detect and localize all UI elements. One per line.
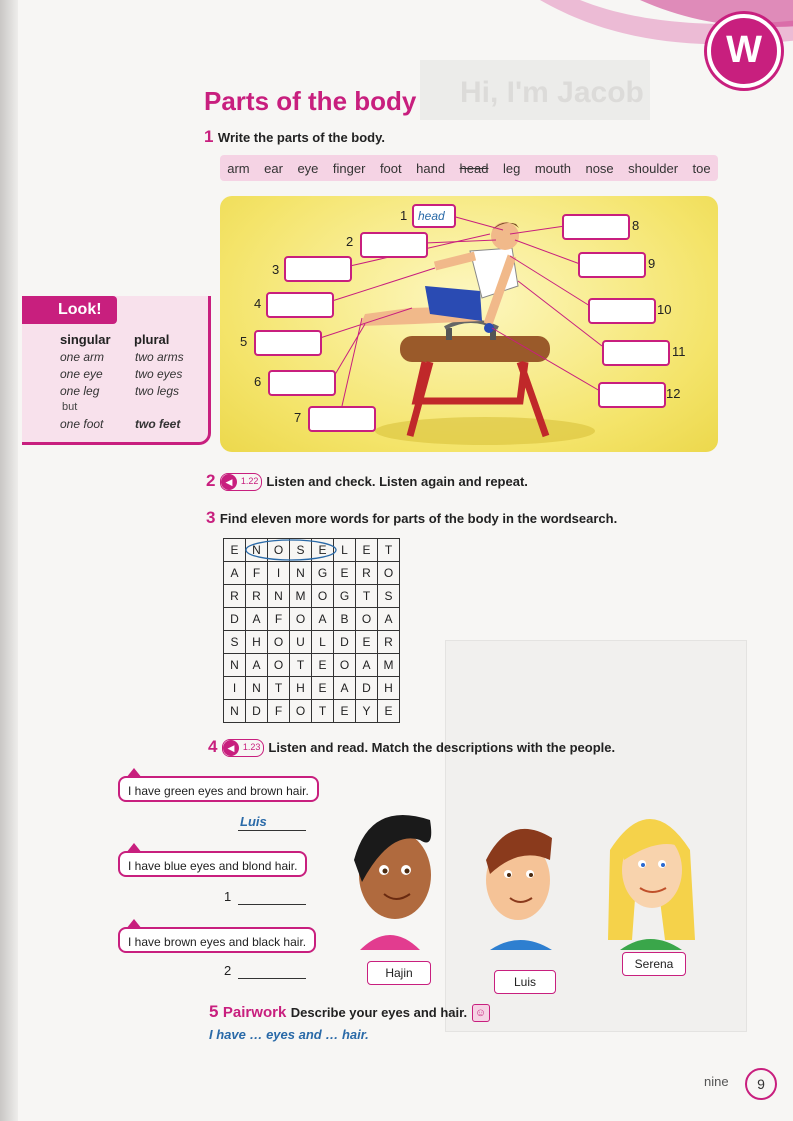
- wordsearch-cell[interactable]: R: [356, 562, 378, 585]
- look-plural-irregular: two feet: [135, 417, 181, 431]
- label-box-12[interactable]: [598, 382, 666, 408]
- wordsearch-cell[interactable]: T: [356, 585, 378, 608]
- ex5-model-sentence: I have … eyes and … hair.: [209, 1027, 369, 1042]
- speech-bubble-2: I have blue eyes and blond hair.: [118, 851, 307, 877]
- word-bank-item: shoulder: [628, 160, 679, 176]
- label-number-10: 10: [657, 302, 672, 317]
- word-bank-item: foot: [379, 160, 402, 176]
- wordsearch-cell[interactable]: L: [334, 539, 356, 562]
- wordsearch-row: [224, 608, 400, 631]
- bleed-through-title: Hi, I'm Jacob: [420, 60, 650, 120]
- wordsearch-cell[interactable]: F: [268, 608, 290, 631]
- ex2-instruction: Listen and check. Listen again and repeat.: [266, 474, 528, 489]
- wordsearch-cell[interactable]: O: [290, 608, 312, 631]
- label-box-8[interactable]: [562, 214, 630, 240]
- ex1-number: 1: [204, 127, 214, 146]
- name-tag-serena: Serena: [622, 952, 686, 976]
- speaker-icon: ◀: [223, 740, 239, 756]
- wordsearch-cell[interactable]: S: [224, 631, 246, 654]
- ex5-number: 5: [209, 1002, 219, 1021]
- label-number-4: 4: [254, 296, 262, 311]
- speech-bubble-1: I have green eyes and brown hair.: [118, 776, 319, 802]
- ex4-number: 4: [208, 737, 218, 756]
- label-number-9: 9: [648, 256, 656, 271]
- wordsearch-cell[interactable]: S: [378, 585, 400, 608]
- wordsearch-cell[interactable]: F: [268, 700, 290, 723]
- look-singular: one foot: [60, 417, 104, 431]
- ex5-pairwork-label: Pairwork: [222, 1004, 287, 1021]
- wordsearch-cell[interactable]: O: [334, 654, 356, 677]
- word-bank-item-used: head: [459, 160, 489, 176]
- wordsearch-cell[interactable]: O: [356, 608, 378, 631]
- wordsearch-cell[interactable]: I: [268, 562, 290, 585]
- wordsearch-cell[interactable]: E: [312, 654, 334, 677]
- label-box-1-answer: head: [418, 209, 445, 223]
- label-number-8: 8: [632, 218, 640, 233]
- wordsearch-cell[interactable]: T: [378, 539, 400, 562]
- page-number: 9: [745, 1068, 777, 1100]
- answer-line-example: [238, 816, 306, 831]
- wordsearch-cell[interactable]: A: [356, 654, 378, 677]
- label-number-6: 6: [254, 374, 262, 389]
- audio-track-code: 1.22: [240, 475, 259, 486]
- wordsearch-row: [224, 677, 400, 700]
- wordsearch-cell[interactable]: A: [246, 608, 268, 631]
- wordsearch-cell[interactable]: D: [224, 608, 246, 631]
- label-box-7[interactable]: [308, 406, 376, 432]
- look-singular-header: singular: [60, 332, 111, 347]
- ex5-instruction: Describe your eyes and hair.: [290, 1005, 468, 1020]
- label-number-11: 11: [672, 344, 686, 359]
- ex1-instruction: Write the parts of the body.: [217, 130, 386, 145]
- look-plural-header: plural: [134, 332, 170, 347]
- word-bank-item: leg: [502, 160, 521, 176]
- wordsearch-cell[interactable]: E: [356, 539, 378, 562]
- wordsearch-cell[interactable]: A: [334, 677, 356, 700]
- label-number-2: 2: [346, 234, 354, 249]
- label-box-5[interactable]: [254, 330, 322, 356]
- word-bank-item: mouth: [534, 160, 571, 176]
- wordsearch-cell[interactable]: N: [224, 654, 246, 677]
- word-bank-item: ear: [264, 160, 283, 176]
- wordsearch-cell[interactable]: E: [312, 677, 334, 700]
- word-bank-item: nose: [585, 160, 614, 176]
- wordsearch-cell[interactable]: O: [268, 539, 290, 562]
- wordsearch-cell[interactable]: O: [268, 631, 290, 654]
- audio-track-badge[interactable]: [220, 473, 262, 491]
- answer-example: Luis: [240, 814, 267, 829]
- name-tag-luis: Luis: [494, 970, 556, 994]
- wordsearch-cell[interactable]: H: [290, 677, 312, 700]
- ex3-instruction: Find eleven more words for parts of the body in the wordsearch.: [219, 511, 618, 526]
- look-but: but: [62, 401, 78, 413]
- wordsearch-cell[interactable]: L: [312, 631, 334, 654]
- wordsearch-cell[interactable]: N: [246, 677, 268, 700]
- ex4-instruction: Listen and read. Match the descriptions with the people.: [268, 740, 616, 755]
- wordsearch-cell[interactable]: B: [334, 608, 356, 631]
- wordsearch-cell[interactable]: E: [378, 700, 400, 723]
- wordsearch-cell[interactable]: T: [290, 654, 312, 677]
- wordsearch-row: [224, 700, 400, 723]
- look-singular: one leg: [60, 384, 100, 398]
- wordsearch-cell[interactable]: D: [246, 700, 268, 723]
- wordsearch-cell[interactable]: A: [312, 608, 334, 631]
- wordsearch-cell[interactable]: U: [290, 631, 312, 654]
- wordsearch-cell[interactable]: T: [268, 677, 290, 700]
- label-number-12: 12: [666, 386, 681, 401]
- speech-bubble-3: I have brown eyes and black hair.: [118, 927, 316, 953]
- wordsearch-cell[interactable]: A: [378, 608, 400, 631]
- ex2-heading: [206, 471, 528, 491]
- wordsearch-cell[interactable]: Y: [356, 700, 378, 723]
- look-plural: two legs: [135, 384, 180, 398]
- look-tag: Look!: [22, 296, 117, 324]
- wordsearch-cell[interactable]: R: [246, 585, 268, 608]
- ex3-number: 3: [206, 508, 216, 527]
- audio-track-code: 1.23: [242, 741, 261, 752]
- look-plural: two eyes: [135, 367, 183, 381]
- label-box-1[interactable]: [412, 204, 456, 228]
- wordsearch-cell[interactable]: H: [378, 677, 400, 700]
- label-number-5: 5: [240, 334, 248, 349]
- wordsearch-cell[interactable]: E: [224, 539, 246, 562]
- word-bank-item: finger: [332, 160, 366, 176]
- wordsearch-cell[interactable]: D: [334, 631, 356, 654]
- ex4-heading: [208, 737, 615, 757]
- wordsearch-cell[interactable]: G: [312, 562, 334, 585]
- look-plural: two arms: [135, 350, 184, 364]
- wordsearch-cell[interactable]: M: [378, 654, 400, 677]
- wordsearch-cell[interactable]: N: [290, 562, 312, 585]
- wordsearch-cell[interactable]: D: [356, 677, 378, 700]
- wordsearch-cell[interactable]: N: [268, 585, 290, 608]
- label-number-3: 3: [272, 262, 280, 277]
- wordsearch-cell[interactable]: N: [246, 539, 268, 562]
- answer-number-2: 2: [224, 963, 232, 978]
- look-singular: one eye: [60, 367, 103, 381]
- label-box-3[interactable]: [284, 256, 352, 282]
- label-box-11[interactable]: [602, 340, 670, 366]
- wordsearch-cell[interactable]: A: [224, 562, 246, 585]
- wordsearch-cell[interactable]: E: [334, 562, 356, 585]
- ex5-heading: [209, 1002, 490, 1022]
- wordsearch-cell[interactable]: R: [224, 585, 246, 608]
- wordsearch-cell[interactable]: N: [224, 700, 246, 723]
- wordsearch-cell[interactable]: F: [246, 562, 268, 585]
- wordsearch-cell[interactable]: E: [356, 631, 378, 654]
- gymnast-illustration: [220, 196, 718, 452]
- wordsearch-cell[interactable]: E: [312, 539, 334, 562]
- word-bank-item: hand: [416, 160, 446, 176]
- answer-line-1[interactable]: [238, 890, 306, 905]
- page-spine: [0, 0, 18, 1121]
- speaker-icon: ◀: [221, 474, 237, 490]
- wordsearch-cell[interactable]: O: [290, 700, 312, 723]
- audio-track-badge[interactable]: [222, 739, 264, 757]
- word-bank-item: arm: [227, 160, 250, 176]
- label-box-4[interactable]: [266, 292, 334, 318]
- pairwork-icon: ☺: [472, 1004, 490, 1022]
- children-illustration: [340, 790, 720, 960]
- wordsearch-cell[interactable]: T: [312, 700, 334, 723]
- ex3-heading: [206, 508, 617, 528]
- workbook-badge: W: [707, 14, 781, 88]
- label-number-7: 7: [294, 410, 302, 425]
- wordsearch-cell[interactable]: O: [268, 654, 290, 677]
- wordsearch-cell[interactable]: R: [378, 631, 400, 654]
- wordsearch-cell[interactable]: O: [312, 585, 334, 608]
- page-word: nine: [704, 1074, 729, 1089]
- name-tag-hajin: Hajin: [367, 961, 431, 985]
- page-title: Parts of the body: [204, 86, 417, 116]
- label-box-10[interactable]: [588, 298, 656, 324]
- wordsearch-cell[interactable]: S: [290, 539, 312, 562]
- ex1-heading: [204, 127, 385, 147]
- wordsearch-cell[interactable]: H: [246, 631, 268, 654]
- wordsearch-row: [224, 654, 400, 677]
- wordsearch-cell[interactable]: O: [378, 562, 400, 585]
- wordsearch-row: [224, 562, 400, 585]
- word-bank: [220, 155, 718, 181]
- label-box-6[interactable]: [268, 370, 336, 396]
- wordsearch-cell[interactable]: G: [334, 585, 356, 608]
- ex2-number: 2: [206, 471, 216, 490]
- wordsearch-cell[interactable]: A: [246, 654, 268, 677]
- wordsearch-row: [224, 585, 400, 608]
- label-box-2[interactable]: [360, 232, 428, 258]
- wordsearch-row: [224, 631, 400, 654]
- wordsearch-grid: [223, 538, 400, 723]
- look-singular: one arm: [60, 350, 105, 364]
- wordsearch-cell[interactable]: M: [290, 585, 312, 608]
- answer-line-2[interactable]: [238, 964, 306, 979]
- word-bank-item: eye: [297, 160, 319, 176]
- wordsearch-cell[interactable]: E: [334, 700, 356, 723]
- wordsearch-cell[interactable]: I: [224, 677, 246, 700]
- answer-number-1: 1: [224, 889, 232, 904]
- word-bank-item: toe: [692, 160, 711, 176]
- nose-circle-mark: [244, 538, 338, 562]
- label-number-1: 1: [400, 208, 408, 223]
- label-box-9[interactable]: [578, 252, 646, 278]
